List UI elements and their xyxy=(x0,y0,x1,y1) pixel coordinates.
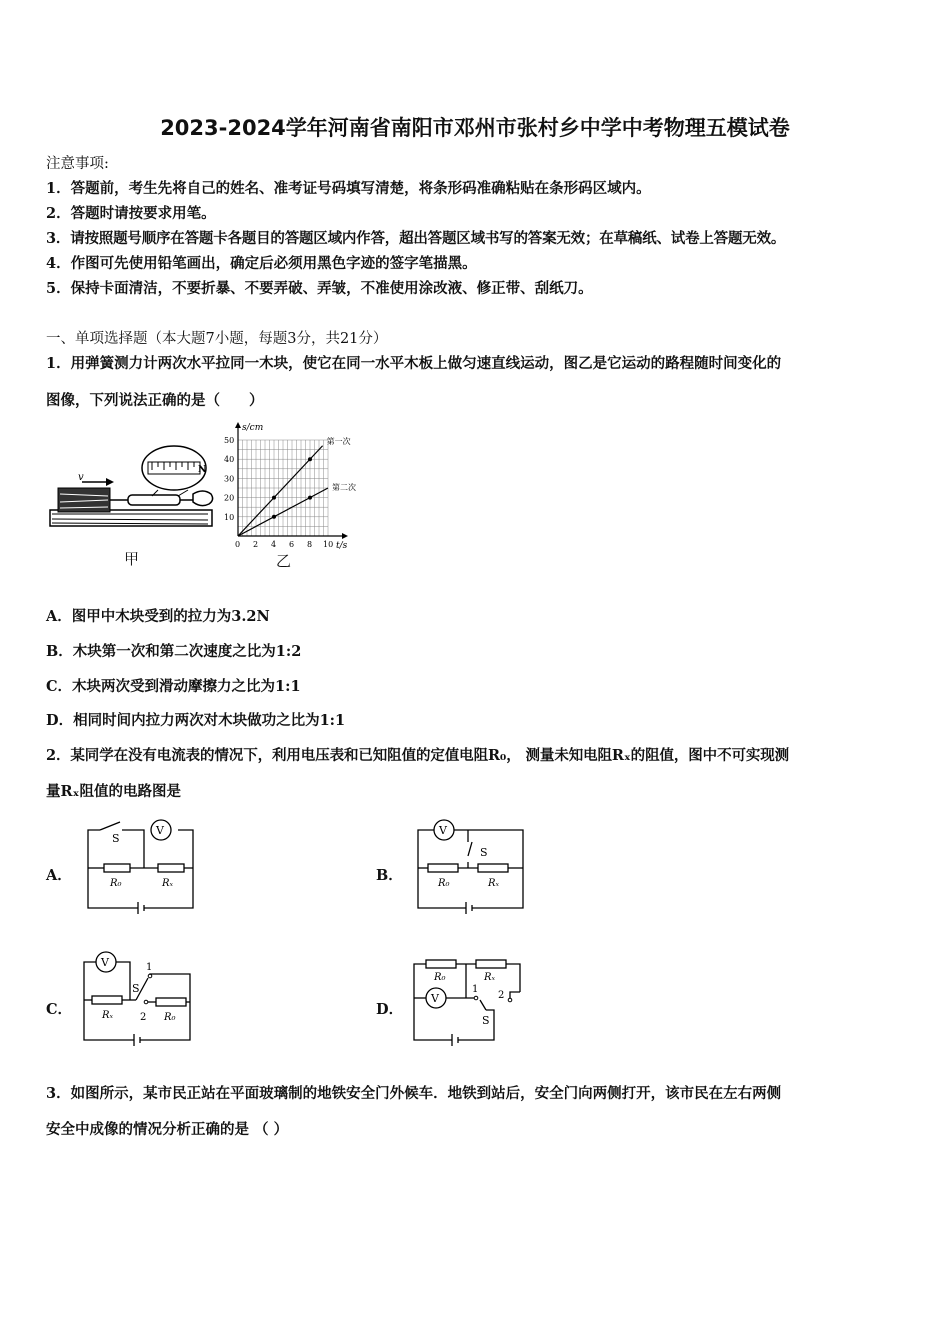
q2-option-a-label[interactable]: A． xyxy=(46,867,72,884)
q2-circuit-c[interactable] xyxy=(80,948,200,1050)
svg-text:1: 1 xyxy=(146,962,153,973)
x-tick-label: 6 xyxy=(289,540,295,549)
svg-text:S: S xyxy=(482,1014,490,1027)
svg-text:S: S xyxy=(132,982,140,995)
svg-text:Rₓ: Rₓ xyxy=(102,1010,114,1021)
x-tick-label: 8 xyxy=(307,540,313,549)
x-tick-label: 4 xyxy=(271,540,277,549)
series-point xyxy=(308,457,312,461)
q1-figure-yi-label: 乙 xyxy=(276,552,292,570)
svg-text:R₀: R₀ xyxy=(434,972,446,983)
notice-heading: 注意事项: xyxy=(46,156,109,172)
y-tick-label: 20 xyxy=(224,493,235,503)
svg-text:S: S xyxy=(480,846,488,859)
q2-option-d-label[interactable]: D． xyxy=(376,1001,404,1018)
q1-option-a[interactable]: A．图甲中木块受到的拉力为3.2N xyxy=(46,608,270,625)
svg-text:2: 2 xyxy=(140,1012,147,1023)
svg-text:1: 1 xyxy=(472,984,479,995)
notice-item: 3．请按照题号顺序在答题卡各题目的答题区域内作答，超出答题区域书写的答案无效；在草稿纸、试卷上答题无效。 xyxy=(46,230,786,247)
x-tick-label: 10 xyxy=(323,540,334,549)
r0-label: R₀ xyxy=(110,878,122,889)
y-tick-label: 40 xyxy=(224,455,235,465)
q2-option-b-label[interactable]: B． xyxy=(376,867,403,884)
x-tick-label: 0 xyxy=(235,540,241,549)
page-title: 2023-2024学年河南省南阳市邓州市张村乡中学中考物理五模试卷 xyxy=(160,116,790,140)
svg-text:R₀: R₀ xyxy=(164,1012,176,1023)
y-tick-label: 50 xyxy=(224,436,235,445)
notice-item: 2．答题时请按要求用笔。 xyxy=(46,205,216,222)
switch-label: S xyxy=(112,832,120,845)
series-legend-label: 第一次 xyxy=(326,436,351,446)
q3-stem-line1: 3．如图所示，某市民正站在平面玻璃制的地铁安全门外候车．地铁到站后，安全门向两侧打开，该市民在左右两侧 xyxy=(46,1085,782,1102)
x-axis-label: t/s xyxy=(336,541,348,551)
svg-text:N: N xyxy=(198,465,207,475)
svg-text:R₀: R₀ xyxy=(438,878,450,889)
series-legend-label: 第二次 xyxy=(332,483,356,492)
q1-option-d[interactable]: D．相同时间内拉力两次对木块做功之比为1:1 xyxy=(46,712,346,729)
svg-text:V: V xyxy=(439,824,447,837)
notice-item: 4．作图可先使用铅笔画出，确定后必须用黑色字迹的签字笔描黑。 xyxy=(46,255,477,272)
notice-item: 5．保持卡面清洁，不要折暴、不要弄破、弄皱，不准使用涂改液、修正带、刮纸刀。 xyxy=(46,280,593,297)
series-point xyxy=(308,496,312,500)
svg-text:V: V xyxy=(101,956,109,969)
svg-text:Rₓ: Rₓ xyxy=(484,972,496,983)
svg-text:V: V xyxy=(431,992,439,1005)
q1-stem-line1: 1．用弹簧测力计两次水平拉同一木块，使它在同一水平木板上做匀速直线运动，图乙是它运动的路程随时间变化的 xyxy=(46,355,782,372)
rx-label: Rₓ xyxy=(162,878,174,889)
voltmeter-symbol: V xyxy=(156,824,164,837)
y-tick-label: 30 xyxy=(224,474,235,484)
q1-option-c[interactable]: C．木块两次受到滑动摩擦力之比为1:1 xyxy=(46,678,301,695)
q2-option-c-label[interactable]: C． xyxy=(46,1001,73,1018)
q2-circuit-b[interactable] xyxy=(410,816,530,916)
svg-text:2: 2 xyxy=(498,990,505,1001)
svg-text:Rₓ: Rₓ xyxy=(488,878,500,889)
x-tick-label: 2 xyxy=(253,540,259,549)
series-point xyxy=(272,515,276,519)
q2-stem-line2: 量Rₓ阻值的电路图是 xyxy=(46,783,181,800)
section-heading: 一、单项选择题（本大题7小题，每题3分，共21分） xyxy=(46,331,388,347)
y-axis-arrow xyxy=(235,422,241,428)
q1-figure-jia-label: 甲 xyxy=(124,550,140,568)
q2-circuit-a[interactable] xyxy=(80,816,200,916)
q1-stem-line2: 图像，下列说法正确的是（ ） xyxy=(46,392,264,409)
q3-stem-line2: 安全中成像的情况分析正确的是 （ ） xyxy=(46,1121,289,1138)
x-axis-arrow xyxy=(342,533,348,539)
notice-item: 1．答题前，考生先将自己的姓名、准考证号码填写清楚，将条形码准确粘贴在条形码区域内。 xyxy=(46,180,651,197)
q2-circuit-d[interactable] xyxy=(410,950,530,1052)
series-point xyxy=(272,496,276,500)
q2-stem-line1: 2．某同学在没有电流表的情况下，利用电压表和已知阻值的定值电阻R₀， 测量未知电阻Rₓ的阻值，图中不可实现测 xyxy=(46,747,790,764)
q1-figure-yi-chart xyxy=(220,418,370,558)
y-tick-label: 10 xyxy=(224,512,235,522)
q1-option-b[interactable]: B．木块第一次和第二次速度之比为1:2 xyxy=(46,643,302,660)
svg-text:v: v xyxy=(78,472,84,483)
y-axis-label: s/cm xyxy=(242,423,264,433)
